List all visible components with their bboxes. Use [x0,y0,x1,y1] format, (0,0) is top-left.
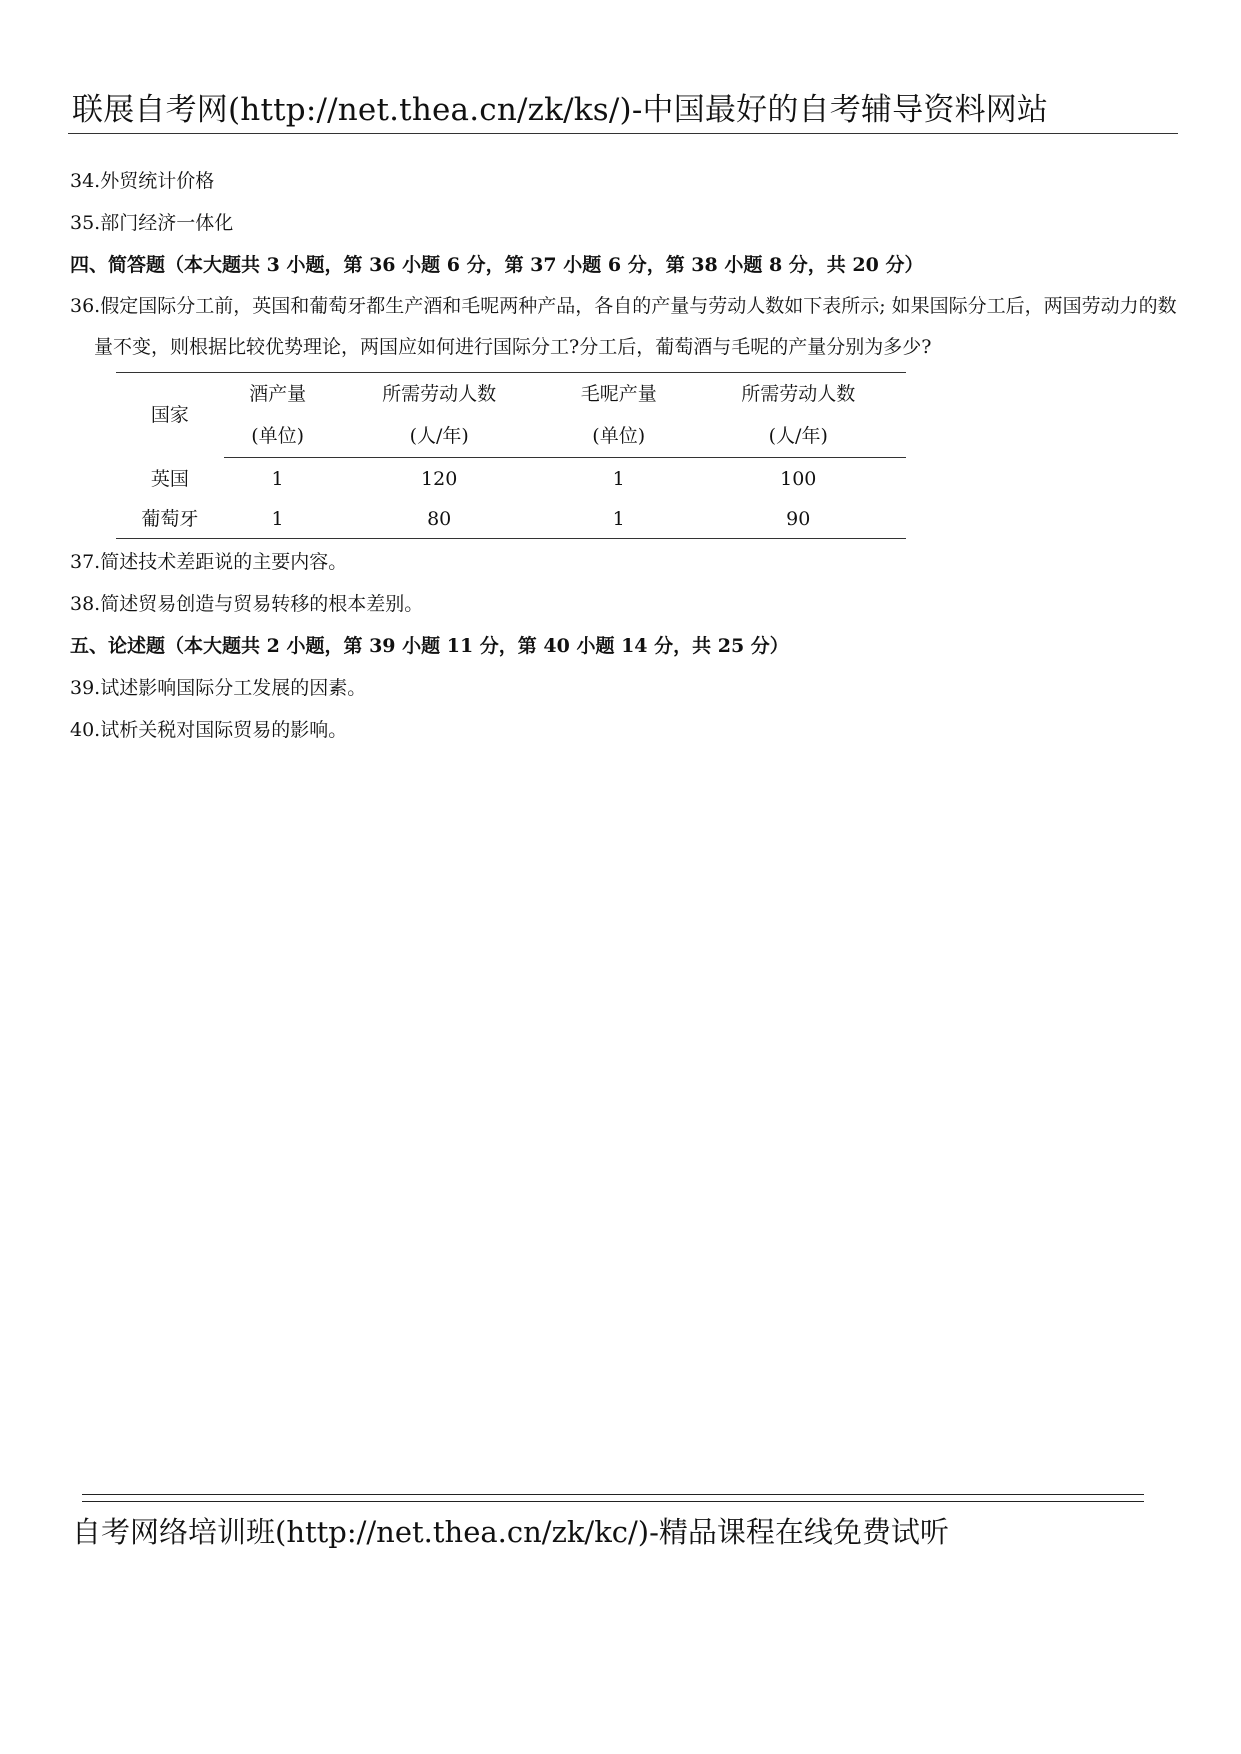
exam-content [70,160,1180,751]
header-wine-labor-unit: (人/年) [331,415,546,458]
question-39: 39.试述影响国际分工发展的因素。 [70,677,367,699]
cell-country: 葡萄牙 [116,498,224,539]
header-wine-output-unit: (单位) [224,415,332,458]
section-4-heading: 四、简答题（本大题共 3 小题，第 36 小题 6 分，第 37 小题 6 分，第 38 小题 8 分，共 20 分） [70,254,924,276]
page-footer: 自考网络培训班(http://net.thea.cn/zk/kc/)-精品课程在线免费试听 [72,1515,949,1549]
header-cloth-output-unit: (单位) [547,415,691,458]
header-country: 国家 [116,373,224,458]
header-wine-output: 酒产量 [224,373,332,416]
section-5-heading: 五、论述题（本大题共 2 小题，第 39 小题 11 分，第 40 小题 14 分，共 25 分） [70,635,789,657]
page-header: 联展自考网(http://net.thea.cn/zk/ks/)-中国最好的自考辅导资料网站 [72,92,1049,128]
question-35: 35.部门经济一体化 [70,212,234,234]
question-40: 40.试析关税对国际贸易的影响。 [70,719,348,741]
cell-wine-output: 1 [224,498,332,539]
header-wine-labor: 所需劳动人数 [331,373,546,416]
cell-wine-labor: 120 [421,468,458,490]
cell-country: 英国 [150,467,189,490]
cell-wine-output: 1 [271,468,284,490]
cell-cloth-labor: 100 [780,468,817,490]
question-38: 38.简述贸易创造与贸易转移的根本差别。 [70,593,424,615]
cell-wine-labor: 80 [331,498,546,539]
question-36: 36.假定国际分工前，英国和葡萄牙都生产酒和毛呢两种产品，各自的产量与劳动人数如下表所示; 如果国际分工后，两国劳动力的数量不变，则根据比较优势理论，两国应如何进行国际分工?分工后，葡萄酒与毛呢的产量分别为多少? [70,295,1177,358]
header-divider [68,133,1178,134]
header-cloth-labor: 所需劳动人数 [691,373,906,416]
table-row [116,458,906,499]
footer-divider [82,1494,1144,1502]
question-37: 37.简述技术差距说的主要内容。 [70,551,348,573]
question-34: 34.外贸统计价格 [70,170,215,192]
cell-cloth-output: 1 [547,498,691,539]
table-row [116,498,906,539]
cell-cloth-labor: 90 [691,498,906,539]
header-cloth-labor-unit: (人/年) [691,415,906,458]
header-cloth-output: 毛呢产量 [547,373,691,416]
cell-cloth-output: 1 [612,468,625,490]
labor-output-table [116,372,906,539]
